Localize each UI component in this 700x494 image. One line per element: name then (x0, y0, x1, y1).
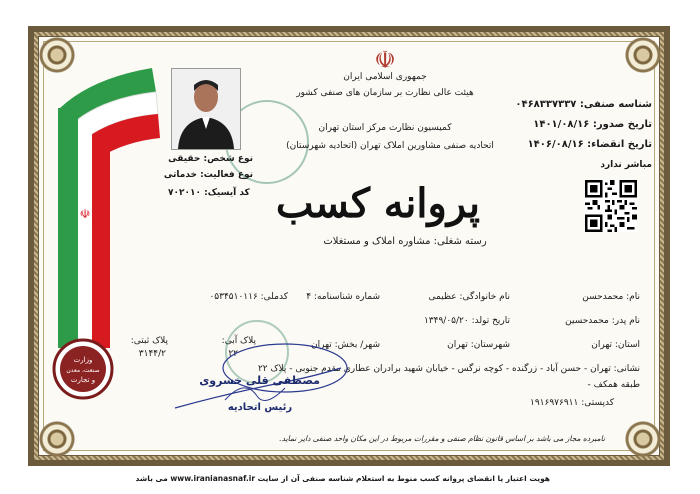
corner-ornament (620, 416, 666, 462)
last-name: نام خانوادگی: عظیمی (428, 292, 510, 302)
svg-text:☫: ☫ (374, 46, 396, 74)
header-line1: جمهوری اسلامی ایران (343, 72, 427, 82)
issue-date: تاریخ صدور: ۱۴۰۱/۰۸/۱۶ (533, 119, 652, 130)
id-number: شماره شناسنامه: ۴ (306, 292, 380, 302)
address: نشانی: تهران - حسن آباد - زرگنده - کوچه نرگس - خیابان شهید برادران عطاری مقدم جنوبی - پلاک ۲۲ (257, 364, 640, 374)
person-photo (171, 68, 241, 150)
qr-code (585, 180, 637, 232)
iran-flag-ribbon (52, 68, 162, 348)
corner-ornament (620, 32, 666, 78)
header-line2: هیئت عالی نظارت بر سازمان های صنفی کشور (296, 88, 474, 98)
operator-status: مباشر ندارد (600, 160, 652, 170)
corner-ornament (34, 416, 80, 462)
guild-id: شناسه صنفی: ۰۴۶۸۳۳۷۳۳۷ (515, 99, 652, 110)
blue-plate-label: پلاک آبی: (221, 336, 256, 346)
seal-text-mid: صنعت، معدن (66, 367, 100, 374)
blue-plate-value: ۲۲ (228, 349, 238, 359)
signer-role: رئیس اتحادیه (227, 402, 293, 413)
postal-code: کدپستی: ۱۹۱۶۹۷۶۹۱۱ (530, 398, 614, 408)
birth-date: تاریخ تولد: ۱۳۴۹/۰۵/۲۰ (423, 316, 510, 326)
person-type: نوع شخص: حقیقی (168, 154, 253, 164)
registry-plate-label: پلاک ثبتی: (130, 336, 168, 346)
expiry-date: تاریخ انقضاء: ۱۴۰۶/۰۸/۱۶ (527, 139, 652, 150)
city: شهر/ بخش: تهران (311, 340, 380, 350)
province: استان: تهران (591, 340, 640, 350)
signer-name: مصطفی قلی خسروی (199, 374, 320, 387)
business-category: رسته شغلی: مشاوره املاک و مستغلات (323, 236, 487, 247)
father-name: نام پدر: محمدحسین (565, 316, 640, 326)
emblem-icon (367, 44, 403, 74)
svg-text:☫: ☫ (79, 207, 91, 221)
ministry-seal (52, 338, 114, 400)
page-title: پروانه کسب (275, 180, 480, 227)
registry-plate-value: ۳۱۴۴/۲ (138, 349, 166, 359)
header-line4: اتحادیه صنفی مشاورین املاک تهران (اتحادیه شهرستان) (286, 141, 494, 151)
verification-notice: هویت اعتبار یا انقضای پروانه کسب منوط به استعلام شناسه صنفی آن از سایت www.iranianasnaf.ir می باشد (135, 474, 550, 483)
national-code: کدملی: ۰۵۳۴۵۱۰۱۱۶ (209, 292, 288, 302)
floor: طبقه همکف - (587, 380, 640, 390)
first-name: نام: محمدحسن (582, 292, 640, 302)
legal-notice: نامبرده مجاز می باشد بر اساس قانون نظام صنفی و مقررات مربوط در این مکان واحد صنفی دایر نماید. (279, 434, 605, 443)
seal-text-top: وزارت (73, 356, 93, 364)
county: شهرستان: تهران (447, 340, 510, 350)
seal-text-bot: و تجارت (70, 376, 96, 384)
isic-code: کد آیسیک: ۷۰۲۰۱۰ (168, 188, 250, 198)
activity-type: نوع فعالیت: خدماتی (163, 170, 253, 180)
header-line3: کمیسیون نظارت مرکز استان تهران (318, 123, 452, 133)
